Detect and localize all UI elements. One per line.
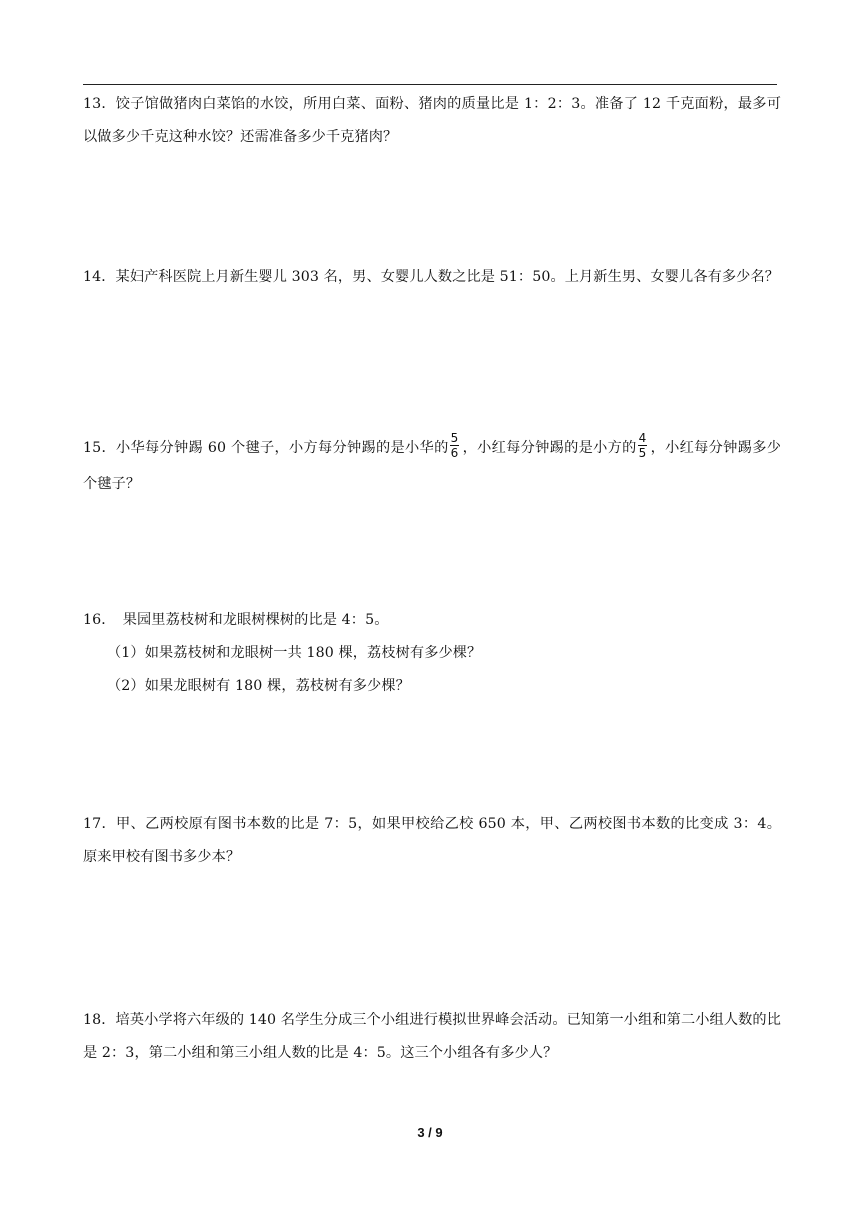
problem-14 bbox=[83, 261, 781, 294]
problem-13 bbox=[83, 88, 781, 154]
fraction-five-sixths bbox=[450, 432, 460, 459]
problem-16-sub2: （2）如果龙眼树有 180 棵，荔枝树有多少棵？ bbox=[107, 678, 410, 694]
problem-17-text: 17．甲、乙两校原有图书本数的比是 7：5，如果甲校给乙校 650 本，甲、乙两校图书本数的比变成 3：4。原来甲校有图书多少本？ bbox=[83, 816, 781, 865]
header-rule bbox=[83, 84, 777, 85]
problem-15-part3: ，小红每分钟踢多少个毽子？ bbox=[83, 440, 781, 492]
problem-16-stem: 16． 果园里荔枝树和龙眼树棵树的比是 4：5。 bbox=[83, 612, 389, 628]
problem-14-text: 14．某妇产科医院上月新生婴儿 303 名，男、女婴儿人数之比是 51：50。上月新生男、女婴儿各有多少名？ bbox=[83, 269, 780, 285]
problem-16 bbox=[83, 604, 781, 703]
problem-15-part2: ，小红每分钟踢的是小方的 bbox=[462, 440, 637, 456]
fraction-1-numerator: 5 bbox=[450, 430, 459, 445]
fraction-2-denominator: 5 bbox=[638, 445, 647, 460]
problem-13-text: 13．饺子馆做猪肉白菜馅的水饺，所用白菜、面粉、猪肉的质量比是 1：2：3。准备了 12 千克面粉，最多可以做多少千克这种水饺？还需准备多少千克猪肉？ bbox=[83, 96, 781, 145]
problem-17 bbox=[83, 808, 781, 874]
fraction-1-denominator: 6 bbox=[450, 445, 459, 460]
problem-18 bbox=[83, 1004, 781, 1070]
page-number: 3 / 9 bbox=[417, 1125, 443, 1140]
fraction-four-fifths bbox=[638, 432, 648, 459]
problem-15-text bbox=[83, 430, 781, 502]
problem-15-part1: 15．小华每分钟踢 60 个毽子，小方每分钟踢的是小华的 bbox=[83, 440, 449, 456]
fraction-2-numerator: 4 bbox=[638, 430, 647, 445]
problem-18-text: 18．培英小学将六年级的 140 名学生分成三个小组进行模拟世界峰会活动。已知第一小组和第二小组人数的比是 2：3，第二小组和第三小组人数的比是 4：5。这三个小组各有多少人？ bbox=[83, 1012, 781, 1061]
problem-15 bbox=[83, 430, 781, 502]
problem-16-sub1: （1）如果荔枝树和龙眼树一共 180 棵，荔枝树有多少棵？ bbox=[107, 645, 482, 661]
